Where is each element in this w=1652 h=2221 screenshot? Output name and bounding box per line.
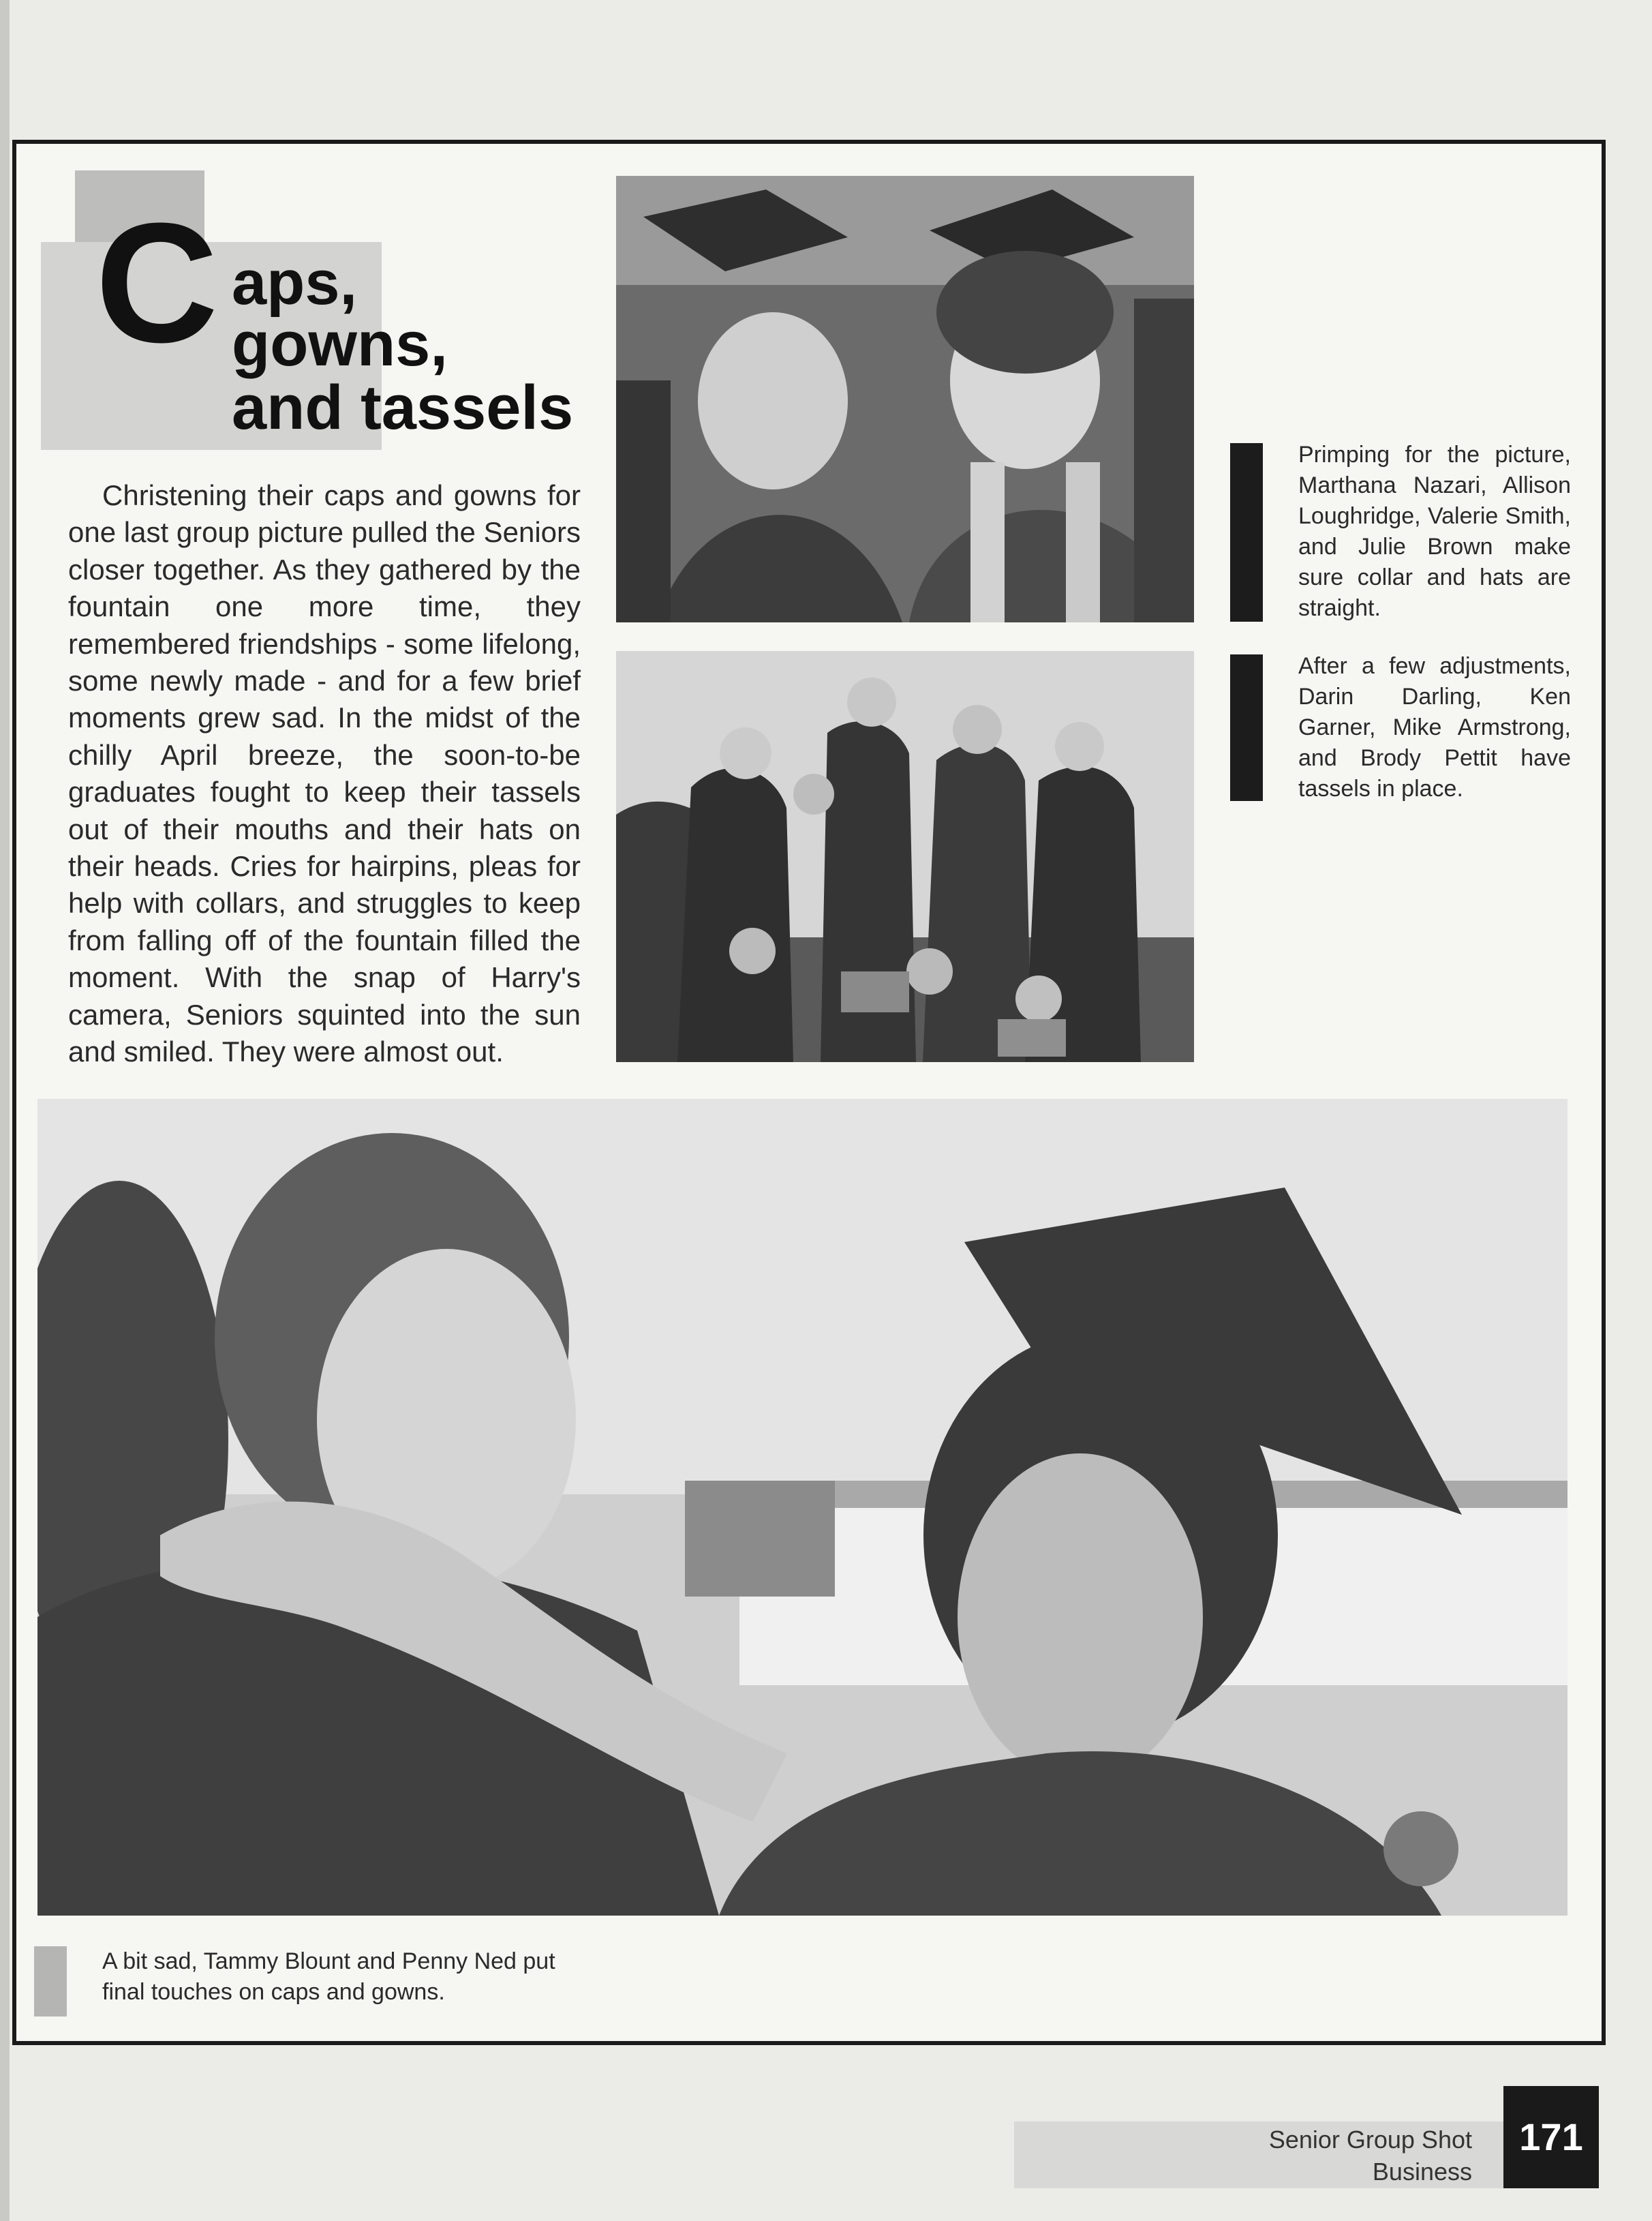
footer-section-label [1159,2124,1472,2188]
caption-bar-top [1230,443,1263,622]
heading-line-2: gowns, [232,309,448,379]
photo-primping-graduates [616,176,1194,622]
footer-section-line-2: Business [1372,2158,1472,2186]
caption-top-photo: Primping for the picture, Marthana Nazari, Allison Loughridge, Valerie Smith, and Julie Brown make sure collar and hats are straight. [1298,442,1571,621]
footer-section-line-1: Senior Group Shot [1268,2126,1472,2154]
heading-drop-initial: C [95,187,219,378]
caption-bar-middle [1230,654,1263,801]
caption-bottom-photo: A bit sad, Tammy Blount and Penny Ned put final touches on caps and gowns. [102,1948,555,2005]
caption-middle-photo: After a few adjustments, Darin Darling, Ken Garner, Mike Armstrong, and Brody Pettit have tassels in place. [1298,653,1571,802]
article-body-text: Christening their caps and gowns for one last group picture pulled the Seniors closer together. As they gathered by the fountain one more time, they remembered friendships - some lifelong, some newly made - and for a few brief moments grew sad. In the midst of the chilly April breeze, the soon-to-be graduates fought to keep their tassels out of their mouths and their hats on their heads. Cries for hairpins, pleas for help with collars, and struggles to keep from falling off of the fountain filled the moment. With the snap of Harry's camera, Seniors squinted into the sun and smiled. They were almost out. [68,479,581,1068]
heading-line-1: aps, [232,248,358,318]
caption-bar-bottom [34,1946,67,2016]
photo-final-touches [37,1099,1567,1916]
page-number: 171 [1503,2086,1599,2188]
heading-line-3: and tassels [232,373,574,442]
page-binding-edge [0,0,10,2221]
photo-tassels-in-place [616,651,1194,1062]
